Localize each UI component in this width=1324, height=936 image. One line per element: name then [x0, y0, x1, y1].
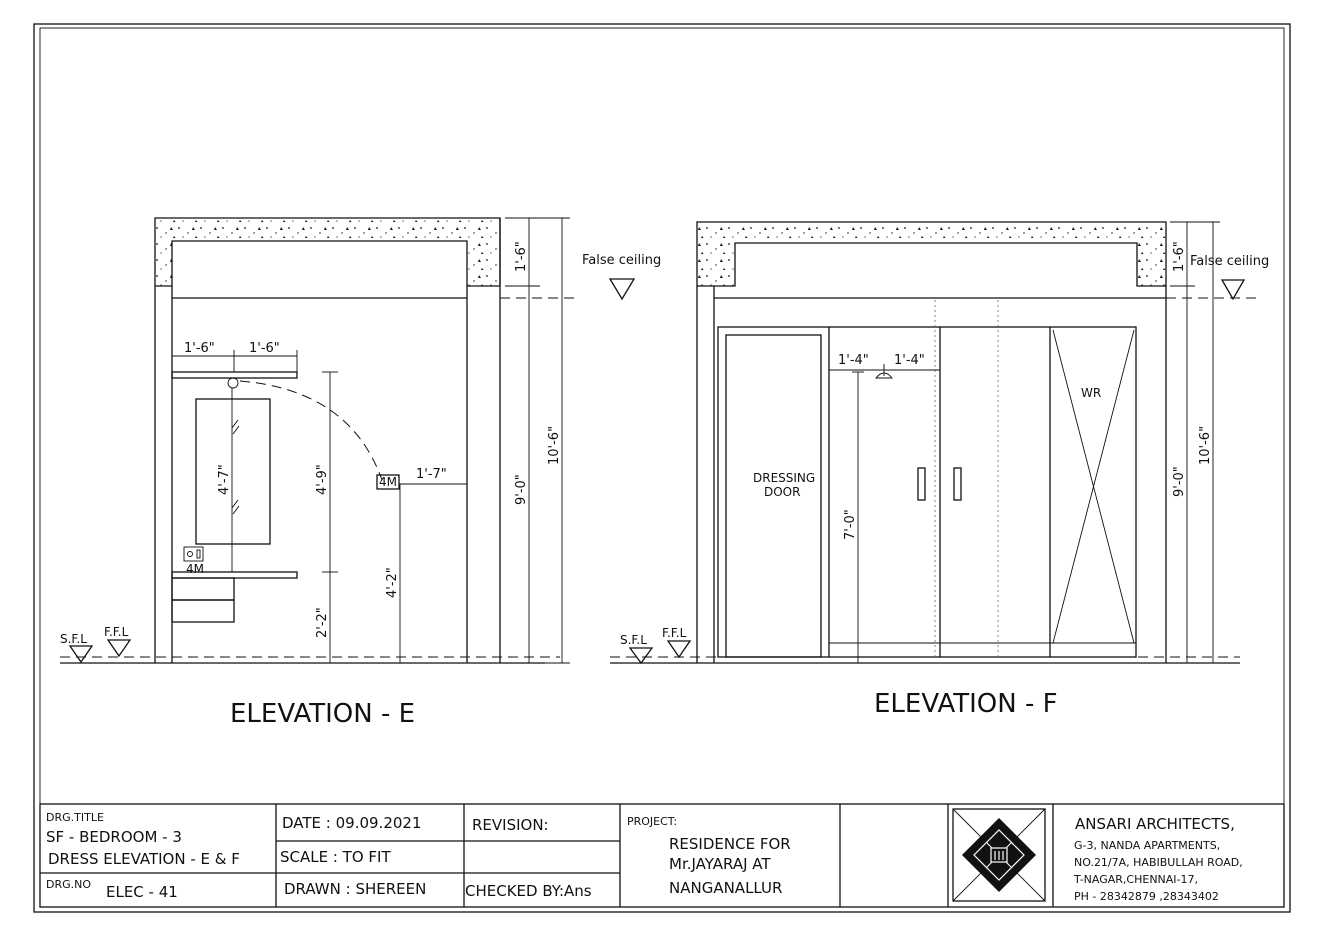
drg-title-line1: SF - BEDROOM - 3 — [46, 828, 182, 846]
firm-logo — [953, 809, 1045, 901]
firm-address-1: G-3, NANDA APARTMENTS, — [1074, 839, 1221, 852]
elevation-e-title: ELEVATION - E — [230, 699, 416, 729]
project-line1: RESIDENCE FOR — [669, 835, 791, 853]
dressing-door-label-1: DRESSING — [753, 471, 816, 485]
sfl-label-f: S.F.L — [620, 633, 647, 647]
dim-f-top-left: 1'-4" — [838, 353, 869, 368]
sfl-label-e: S.F.L — [60, 632, 87, 646]
ffl-label-e: F.F.L — [104, 625, 129, 639]
dim-e-top-right: 1'-6" — [249, 341, 280, 356]
project-label: PROJECT: — [627, 815, 678, 828]
project-line3: NANGANALLUR — [669, 879, 783, 897]
drg-no-label: DRG.NO — [46, 878, 92, 891]
dressing-door-label-2: DOOR — [764, 485, 801, 499]
firm-name: ANSARI ARCHITECTS, — [1075, 815, 1235, 833]
scale-field: SCALE : TO FIT — [280, 848, 391, 866]
title-block — [40, 804, 1284, 907]
firm-address-2: NO.21/7A, HABIBULLAH ROAD, — [1074, 856, 1243, 869]
dim-f-top-right: 1'-4" — [894, 353, 925, 368]
dim-e-top-left: 1'-6" — [184, 341, 215, 356]
firm-phone: PH - 28342879 ,28343402 — [1074, 890, 1219, 903]
revision-field: REVISION: — [472, 816, 549, 834]
wr-label: WR — [1081, 386, 1102, 400]
date-field: DATE : 09.09.2021 — [282, 814, 422, 832]
drg-no: ELEC - 41 — [106, 883, 178, 901]
dim-f-floor-to-slab: 10'-6" — [1198, 425, 1213, 465]
dim-f-floor-to-fc: 9'-0" — [1172, 466, 1187, 497]
false-ceiling-label-e: False ceiling — [582, 253, 662, 268]
dim-e-ceiling-drop: 1'-6" — [514, 241, 529, 272]
project-line2: Mr.JAYARAJ AT — [669, 855, 771, 873]
checked-field: CHECKED BY:Ans — [465, 882, 592, 900]
dim-e-counter: 2'-2" — [315, 607, 330, 638]
dim-f-ceiling-drop: 1'-6" — [1172, 241, 1187, 272]
drg-title-label: DRG.TITLE — [46, 811, 104, 824]
drawn-field: DRAWN : SHEREEN — [284, 880, 427, 898]
drg-title-line2: DRESS ELEVATION - E & F — [48, 850, 240, 868]
dim-e-switch-height: 4'-2" — [385, 567, 400, 598]
dim-f-height: 7'-0" — [843, 509, 858, 540]
dim-e-floor-to-slab: 10'-6" — [547, 425, 562, 465]
dim-e-switch-offset: 1'-7" — [416, 467, 447, 482]
ffl-label-f: F.F.L — [662, 626, 687, 640]
switch-lower-label: 4M — [186, 562, 204, 576]
dim-e-floor-to-fc: 9'-0" — [514, 474, 529, 505]
false-ceiling-label-f: False ceiling — [1190, 254, 1270, 269]
firm-address-3: T-NAGAR,CHENNAI-17, — [1074, 873, 1199, 886]
switch-upper-label: 4M — [379, 475, 397, 489]
elevation-f — [610, 222, 1269, 719]
dim-e-arc-height: 4'-9" — [315, 464, 330, 495]
elevation-e — [60, 218, 661, 729]
dim-e-mirror: 4'-7" — [217, 464, 232, 495]
elevation-f-title: ELEVATION - F — [874, 689, 1058, 719]
